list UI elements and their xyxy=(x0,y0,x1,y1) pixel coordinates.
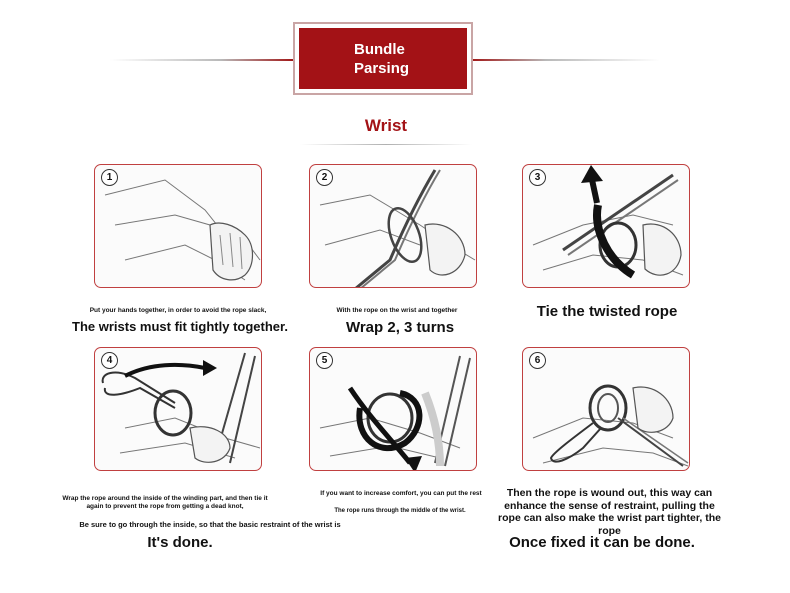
header-divider-left xyxy=(110,59,295,61)
section-title: Wrist xyxy=(364,116,408,135)
step-3-caption: Tie the twisted rope xyxy=(536,303,678,320)
rope-wrist-illustration-icon xyxy=(95,348,262,471)
step-1-caption-small: Put your hands together, in order to avoid the rope slack, xyxy=(89,307,267,314)
section-divider xyxy=(300,144,472,145)
step-2-caption-small: With the rope on the wrist and together xyxy=(336,307,458,314)
step-4-caption: It's done. xyxy=(147,534,213,551)
rope-wrist-illustration-icon xyxy=(523,348,690,471)
step-3-illustration xyxy=(522,164,690,288)
step-5-caption-small: If you want to increase comfort, you can put the rest xyxy=(320,490,482,497)
step-4-number: 4 xyxy=(101,352,118,369)
step-4-caption-small-1: Wrap the rope around the inside of the winding part, and then tie it xyxy=(62,495,268,502)
step-4-caption-small-2: again to prevent the rope from getting a dead knot, xyxy=(86,503,244,510)
rope-wrist-illustration-icon xyxy=(310,165,477,288)
step-6-caption-medium: Then the rope is wound out, this way can enhance the sense of restraint, pulling the rope can also make the wrist part tighter, the rope xyxy=(498,487,721,537)
step-5-caption-small-2: The rope runs through the middle of the wrist. xyxy=(334,508,466,514)
title-banner xyxy=(293,22,473,95)
step-2-illustration xyxy=(309,164,477,288)
step-2-caption: Wrap 2, 3 turns xyxy=(345,319,455,336)
step-6-caption: Once fixed it can be done. xyxy=(509,534,695,551)
step-1-caption: The wrists must fit tightly together. xyxy=(72,319,288,334)
step-1-illustration xyxy=(94,164,262,288)
step-4-illustration xyxy=(94,347,262,471)
rope-wrist-illustration-icon xyxy=(523,165,690,288)
step-6-number: 6 xyxy=(529,352,546,369)
step-5-illustration xyxy=(309,347,477,471)
title-banner-inner xyxy=(299,28,467,89)
step-4-caption-small-3: Be sure to go through the inside, so that the basic restraint of the wrist is xyxy=(79,520,341,529)
rope-wrist-illustration-icon xyxy=(310,348,477,471)
step-2-number: 2 xyxy=(316,169,333,186)
rope-wrist-illustration-icon xyxy=(95,165,262,288)
step-3-number: 3 xyxy=(529,169,546,186)
title-line-1: Bundle xyxy=(354,40,405,58)
step-1-number: 1 xyxy=(101,169,118,186)
step-6-illustration xyxy=(522,347,690,471)
title-line-2: Parsing xyxy=(354,59,410,77)
step-5-number: 5 xyxy=(316,352,333,369)
header-divider-right xyxy=(470,59,660,61)
arrow-icon xyxy=(125,365,205,376)
